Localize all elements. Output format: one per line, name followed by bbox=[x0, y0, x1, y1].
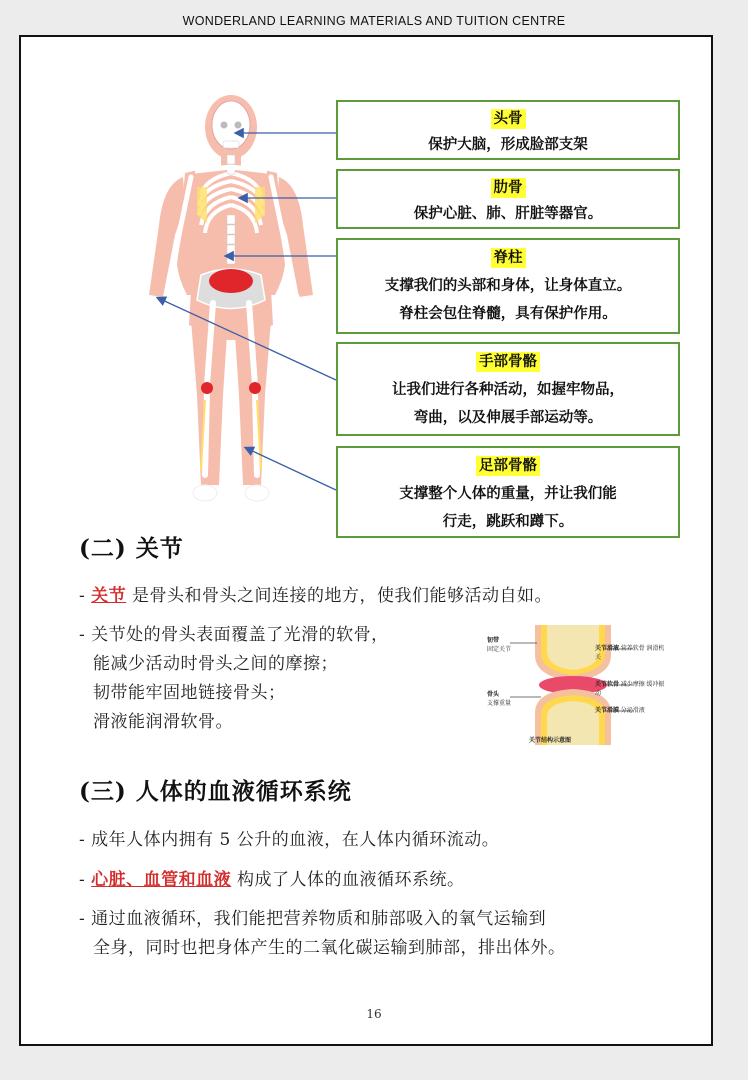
hand-bones-desc-line2: 弯曲，以及伸展手部运动等。 bbox=[413, 409, 603, 426]
circulation-function-line2: 全身，同时也把身体产生的二氧化碳运输到肺部，排出体外。 bbox=[93, 938, 566, 958]
hand-bones-desc-line1: 让我们进行各种活动，如握牢物品， bbox=[392, 381, 624, 398]
knee-label-cartilage-sub: 减少摩擦 缓冲振动 bbox=[595, 682, 665, 697]
foot-bones-desc-line2: 行走，跳跃和蹲下。 bbox=[442, 513, 574, 530]
knee-label-cartilage: 关节软骨 bbox=[595, 682, 620, 688]
circulation-keyword: 心脏、血管和血液 bbox=[91, 870, 232, 890]
spine-desc-line2: 脊柱会包住脊髓，具有保护作用。 bbox=[399, 305, 617, 322]
skull-info-box bbox=[336, 100, 680, 160]
dash: - bbox=[79, 586, 92, 606]
knee-label-ligament-sub: 固定关节 bbox=[487, 647, 512, 653]
dash: - bbox=[79, 870, 92, 890]
joints-definition-text: 是骨头和骨头之间连接的地方，使我们能够活动自如。 bbox=[126, 586, 553, 606]
joints-definition bbox=[79, 582, 552, 611]
document-header: WONDERLAND LEARNING MATERIALS AND TUITION CENTRE bbox=[182, 14, 566, 28]
spine-desc-line1: 支撑我们的头部和身体，让身体直立。 bbox=[384, 277, 632, 294]
joints-keyword: 关节 bbox=[91, 586, 127, 606]
circulation-function bbox=[79, 905, 566, 963]
foot-bones-desc-line1: 支撑整个人体的重量，并让我们能 bbox=[399, 485, 617, 502]
knee-joint-diagram bbox=[485, 625, 665, 749]
circulation-function-line1: - 通过血液循环，我们能把营养物质和肺部吸入的氧气运输到 bbox=[79, 909, 547, 929]
skull-title: 头骨 bbox=[491, 109, 526, 129]
section-heading-joints: (二) 关节 bbox=[79, 535, 184, 562]
joints-detail-line2: 能减少活动时骨头之间的摩擦； bbox=[93, 654, 338, 674]
knee-diagram-caption: 关节结构示意图 bbox=[529, 738, 572, 744]
page-number: 16 bbox=[366, 1007, 382, 1021]
foot-bones-info-box bbox=[336, 446, 680, 538]
ribs-info-box bbox=[336, 169, 680, 229]
ribs-desc: 保护心脏、肺、肝脏等器官。 bbox=[413, 205, 603, 222]
circulation-components bbox=[79, 866, 465, 895]
joints-detail-line1: - 关节处的骨头表面覆盖了光滑的软骨， bbox=[79, 625, 389, 645]
joints-detail-line4: 滑液能润滑软骨。 bbox=[93, 712, 233, 732]
skeleton-illustration bbox=[135, 95, 335, 515]
section-heading-circulation: (三) 人体的血液循环系统 bbox=[79, 778, 352, 805]
knee-label-synovial-fluid: 关节滑液 bbox=[595, 646, 620, 652]
knee-label-synovial-membrane: 关节滑膜 bbox=[595, 708, 620, 714]
skull-desc: 保护大脑，形成脸部支架 bbox=[428, 136, 588, 153]
hand-bones-title: 手部骨骼 bbox=[476, 352, 540, 372]
knee-label-ligament: 韧带 bbox=[487, 638, 500, 644]
knee-label-bone: 骨头 bbox=[487, 692, 500, 698]
knee-label-synovial-membrane-sub: 分泌滑液 bbox=[620, 708, 645, 714]
joints-detail-line3: 韧带能牢固地链接骨头； bbox=[93, 683, 286, 703]
spine-info-box bbox=[336, 238, 680, 334]
ribs-title: 肋骨 bbox=[491, 178, 526, 198]
circulation-blood-volume: - 成年人体内拥有 5 公升的血液，在人体内循环流动。 bbox=[79, 830, 500, 850]
circulation-components-text: 构成了人体的血液循环系统。 bbox=[231, 870, 465, 890]
knee-label-bone-sub: 支撑重量 bbox=[487, 701, 512, 707]
joints-details bbox=[79, 621, 389, 737]
hand-bones-info-box bbox=[336, 342, 680, 436]
spine-title: 脊柱 bbox=[491, 248, 526, 268]
foot-bones-title: 足部骨骼 bbox=[476, 456, 540, 476]
knee-label-synovial-fluid-sub: 营养软骨 润滑机关 bbox=[595, 646, 665, 661]
